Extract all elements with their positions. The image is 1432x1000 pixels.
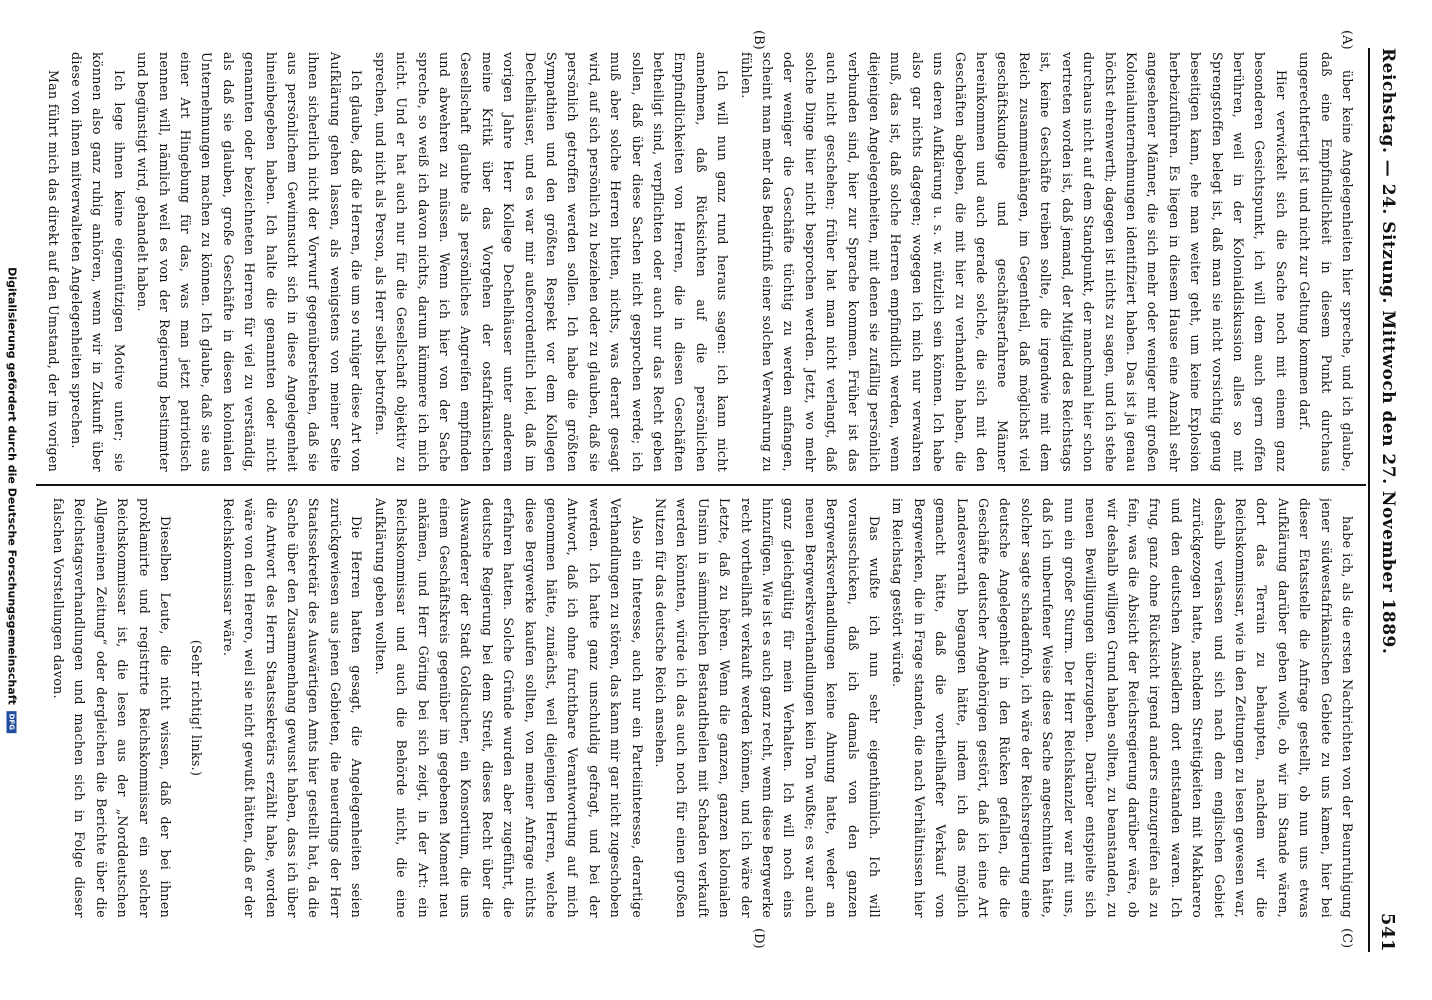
paragraph: Das wußte ich nun sehr eigenthümlich. Ich will vorausschicken, daß ich damals von den ganzen Bergwerksverhandlungen keine Ahnung hatte, weder an neuen Bergwerksverhandlungen kein Ton wußte; es war auch ganz gleichgültig für mein Verhalten. Ich will noch eins hinzufügen. Wie ist es auch ganz recht, wenn diese Bergwerke recht vortheilhaft verkauft werden können, und ich wäre der Letzte, daß zu hören. Wenn die ganzen, ganzen kolonialen Unsinn in sämmtlichen Bestandtheilen mit Schaden verkauft werden könnten, würde ich das auch noch für einen großen Nutzen für das deutsche Reich ansehen. [653, 498, 883, 918]
right-column [38, 498, 1358, 918]
paragraph: über keine Angelegenheiten hier spreche, und ich glaube, daß eine Empfindlichkeit in diesem Punkt durchaus ungerechtfertigt ist und nicht zur Geltung kommen darf. [1297, 52, 1355, 472]
column-divider [36, 484, 1366, 486]
margin-marker-a: (A) [1339, 30, 1354, 50]
margin-marker-d: (D) [751, 928, 766, 949]
dfg-logo: DFG [7, 711, 17, 733]
paragraph: Dieselben Leute, die nicht wissen, daß der bei ihnen proklamirte und registrirte Reichskommissar ein solcher Reichskommissar ist, die lesen aus der „Norddeutschen Allgemeinen Zeitung“ oder dergleichen die Berichte über die Reichstagsverhandlungen und machen sich in Folge dieser falschen Vorstellungen davon. [51, 498, 174, 918]
header-title: Reichstag. — 24. Sitzung. Mittwoch den 27. November 1889. [1378, 48, 1398, 655]
document-page [26, 28, 1406, 972]
page-header [1368, 48, 1406, 952]
paragraph: Hier verwickelt sich die Sache noch mit einem ganz besonderen Gesichtspunkt, ich will dem auch gern offen berühren, weil in der Kolonialdiskussion alles so mit Sprengstoffen belegt ist, daß man sie nicht vorsichtig genug beseitigen kann, ehe man weiter geht, um keine Explosion herbeizuführen. Es liegen in diesem Hause eine Anzahl sehr angesehener Männer, die sich mehr oder weniger mit großen Kolonialunternehmungen identifiziert haben. Das ist ja genau höchst ehrenwerth; dagegen ist nichts zu sagen, und ich stehe durchaus nicht auf dem Standpunkt, der manchmal hier schon vertreten worden ist, daß jemand, der Mitglied des Reichstags ist, keine Geschäfte treiben sollte, die irgendwie mit dem Reich zusammenhängen, im Gegentheil, daß möglichst viel geschäftskundige und geschäftserfahrene Männer hereinkommen und auch gerade solche, die sich mit den Geschäften abgeben, die mit hier zu verhandeln haben, die uns deren Aufklärung u. s. w. nützlich sein können. Ich habe also gar nichts dagegen; wogegen ich mich nur verwahren muß, das ist, daß solche Herren empfindlich werden, wenn diejenigen Angelegenheiten, mit denen sie zufällig persönlich verbunden sind, hier zur Sprache kommen. Früher ist das auch nicht geschehen; früher hat man nicht verlangt, daß solche Dinge hier nicht besprochen werden. Jetzt, wo mehr oder weniger die Geschäfte tüchtig zu werden anfangen, scheint man mehr das Bedürfniß einer solchen Verwahrung zu fühlen. [738, 52, 1289, 472]
paragraph: Ich glaube, daß die Herren, die um so ruhiger diese Art von Aufklärung gehen lassen, als wenigstens von meiner Seite ihnen sicherlich nicht der Vorwurf gegenüberstehen, daß sie aus persönlichem Gewinnsucht sich in diese Angelegenheit hineinbegeben haben. Ich halte die genannten oder nicht genannten oder bezeichneten Herren für viel zu verständig, als daß sie glauben, große Geschäfte in diesen kolonialen Unternehmungen machen zu können. Ich glaube, daß sie aus einer Art Hingebung für das, was man jetzt patriotisch nennen will, nämlich weil es von der Regierung bestimmter und begünstigt wird, gehandelt haben. [135, 52, 365, 472]
paragraph: Ich lege ihnen keine eigennützigen Motive unter; sie können also ganz ruhig anhören, wenn wir in Zukunft über diese von ihnen mitverwalteten Angelegenheiten sprechen. [69, 52, 127, 472]
paragraph: Die Herren hatten gesagt, die Angelegenheiten seien zurückgewiesen aus jenen Gebieten, die neuerdings der Herr Staatssekretär des Auswärtigen Amts hier gestellt hat, da die Sache über den Zusammenhang gewusst haben, dass ich über die Antwort des Herrn Staatssekretärs erzählt habe, worden wäre von den Herero, weil sie nicht gewußt hätten, daß er der Reichskommissar wäre. [220, 498, 365, 918]
left-column [38, 52, 1358, 472]
interjection: (Sehr richtig! links.) [189, 639, 205, 777]
paragraph: habe ich, als die ersten Nachrichten von der Beunruhigung jener südwestafrikanischen Gebiete zu uns kamen, hier bei dieser Etatsstelle die Anfrage gestellt, ob nun uns etwas Aufklärung darüber geben wolle, ob wir im Stande wären, dort das Terrain zu behaupten, nachdem wir die Reichskommissar, wie in den Zeitungen zu lesen gewesen war, deshalb verlassen und sich nach dem englischen Gebiet zurückgezogen hatte, nachdem Streitigkeiten mit Makharero und den deutschen Ansiedlern dort entstanden waren. Ich frug, ganz ohne Rücksicht irgend anders einzugreifen als zu fein, was die Absicht der Reichsregierung darüber wäre, ob wir deshalb willigen Grund haben sollten, zu beanstanden, zu neuen Bewilligungen überzugehen. Darüber entspielte sich nun ein großer Sturm. Der Herr Reichskanzler war mit uns, daß ich unberufener Weise diese Sache angeschnitten hätte, solcher sagte schadenfroh, ich wäre der Reichsregierung eine deutsche Angelegenheit in den Rücken gefallen, die die Geschäfte deutscher Angehörigen gestört, daß ich eine Art Landesverrath begangen hätte, indem ich das möglich gemacht hätte, daß die vortheilhafter Verkauf von Bergwerken, die in Frage standen, die nach Verhältnissen hier im Reichstag gestört würde. [890, 498, 1355, 918]
margin-marker-c: (C) [1339, 928, 1354, 949]
paragraph: Man führt mich das direkt auf den Umstand, der im vorigen [45, 70, 61, 472]
footer-credit [6, 267, 19, 733]
page-number: 541 [1377, 912, 1399, 952]
paragraph: Ich will nun ganz rund heraus sagen: ich kann nicht annehmen, daß Rücksichten auf die persönlichen Empfindlichkeiten von Herren, die in diesen Geschäften betheiligt sind, verpflichten oder auch nur das Recht geben sollen, daß über diese Sachen nicht gesprochen werde; ich muß aber solche Herren bitten, nichts, was derart gesagt wird, auf sich persönlich zu beziehen oder zu glauben, daß sie persönlich getroffen werden sollen. Ich habe die größten Sympathien und den größten Respekt vor dem Kollegen Dechelhäuser, und es war mir außerordentlich leid, daß im vorigen Jahre Herr Kollege Dechelhäuser unter anderem meine Kritik über das Vorgehen der ostafrikanischen Gesellschaft glaubte als persönliches Angreifen empfinden und abwehren zu müssen. Wenn ich hier von der Sache spreche, so weiß ich davon nichts, darum kümmere ich mich nicht. Und er hat auch nur für die Gesellschaft objektiv zu sprechen, und nicht als Person, als Herr selbst betroffen. [372, 52, 731, 472]
paragraph: Also ein Interesse, auch nur ein Parteiinteresse, derartige Verhandlungen zu stören, das kann mir gar nicht zugeschoben werden. Ich hatte ganz unschuldig gefragt, und bei der Antwort, daß ich ohne furchtbare Verantwortung auf mich genommen hätte, zunächst, weil diejenigen Herren, welche diese Bergwerke kaufen sollten, von meiner Anfrage nichts erfahren hatten. Solche Gründe wurden aber zugeführt, die deutsche Regierung bei dem Streit, dieses Recht über die Auswanderer der Stadt Goldsucher, ein Konsortium, die uns einem Geschäftskreis gegenüber im gegebenen Moment neu ankämen, und Herr Göring bei sich zeigt, in der Art: ein Reichskommissar und auch die Behörde nicht, die eine Aufklärung geben wollten. [372, 498, 645, 918]
margin-marker-b: (B) [751, 30, 766, 50]
footer-credit-text: Digitalisierung gefördert durch die Deutsche Forschungsgemeinschaft [5, 267, 19, 705]
digitization-footer [0, 0, 22, 1000]
